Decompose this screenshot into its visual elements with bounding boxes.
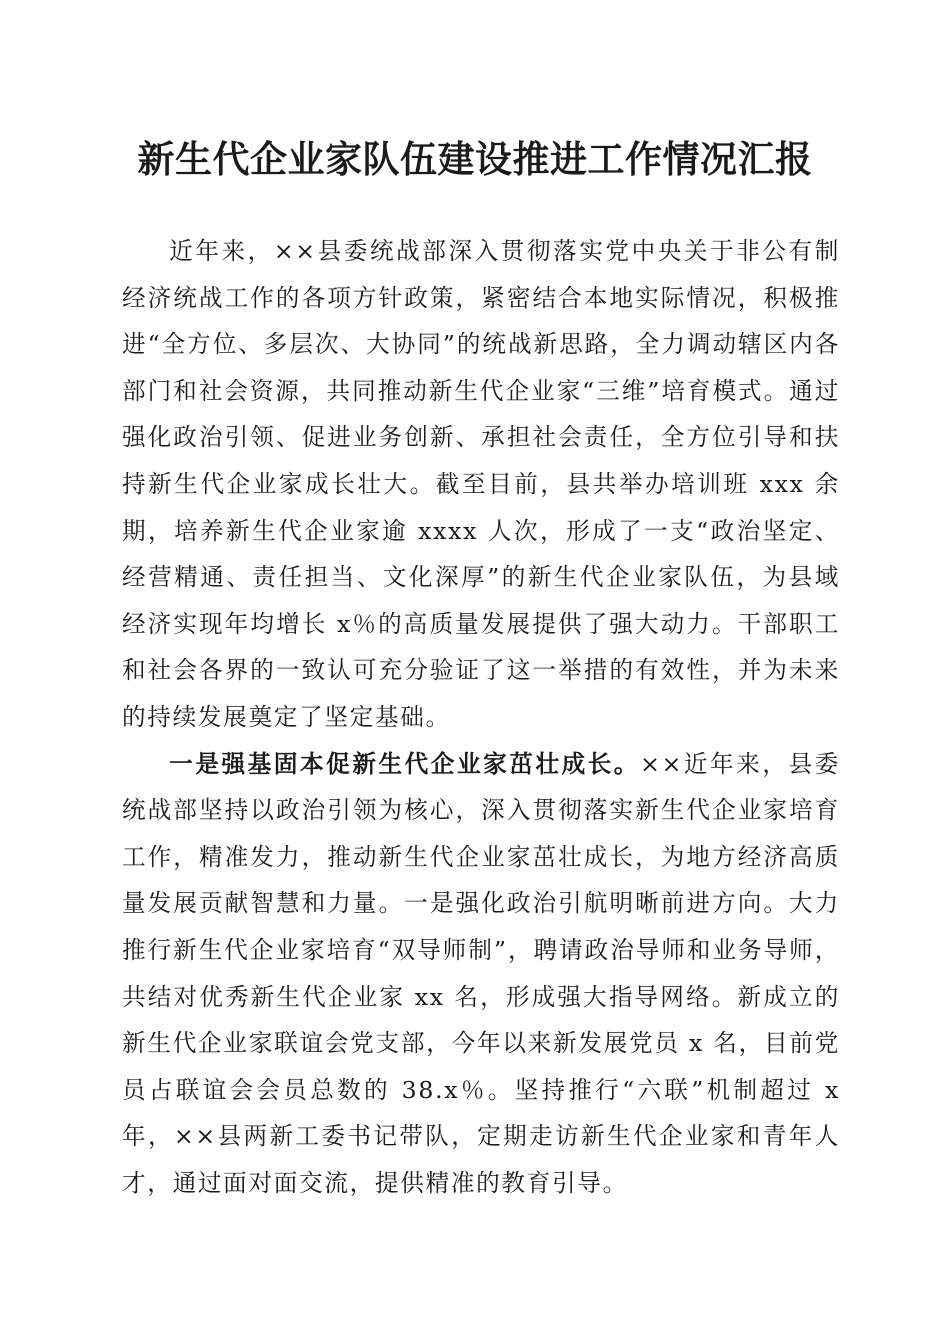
document-body [122,228,840,1206]
paragraph-intro [122,228,840,741]
paragraph-section-one [122,741,840,1207]
paragraph-intro-text: 近年来，××县委统战部深入贯彻落实党中央关于非公有制经济统战工作的各项方针政策，紧密结合本地实际情况，积极推进“全方位、多层次、大协同”的统战新思路，全力调动辖区内各部门和社会资源，共同推动新生代企业家“三维”培育模式。通过强化政治引领、促进业务创新、承担社会责任，全方位引导和扶持新生代企业家成长壮大。截至目前，县共举办培训班 xxx 余期，培养新生代企业家逾 xxxx 人次，形成了一支“政治坚定、经营精通、责任担当、文化深厚”的新生代企业家队伍，为县域经济实现年均增长 x％的高质量发展提供了强大动力。干部职工和社会各界的一致认可充分验证了这一举措的有效性，并为未来的持续发展奠定了坚定基础。 [122,237,840,731]
section-one-text: ××近年来，县委统战部坚持以政治引领为核心，深入贯彻落实新生代企业家培育工作，精准发力，推动新生代企业家茁壮成长，为地方经济高质量发展贡献智慧和力量。一是强化政治引航明晰前进方向。大力推行新生代企业家培育“双导师制”，聘请政治导师和业务导师，共结对优秀新生代企业家 xx 名，形成强大指导网络。新成立的新生代企业家联谊会党支部，今年以来新发展党员 x 名，目前党员占联谊会会员总数的 38.x％。坚持推行“六联”机制超过 x 年，××县两新工委书记带队，定期走访新生代企业家和青年人才，通过面对面交流，提供精准的教育引导。 [122,749,840,1197]
section-one-heading: 一是强基固本促新生代企业家茁壮成长。 [169,749,641,778]
document-title: 新生代企业家队伍建设推进工作情况汇报 [137,137,813,181]
